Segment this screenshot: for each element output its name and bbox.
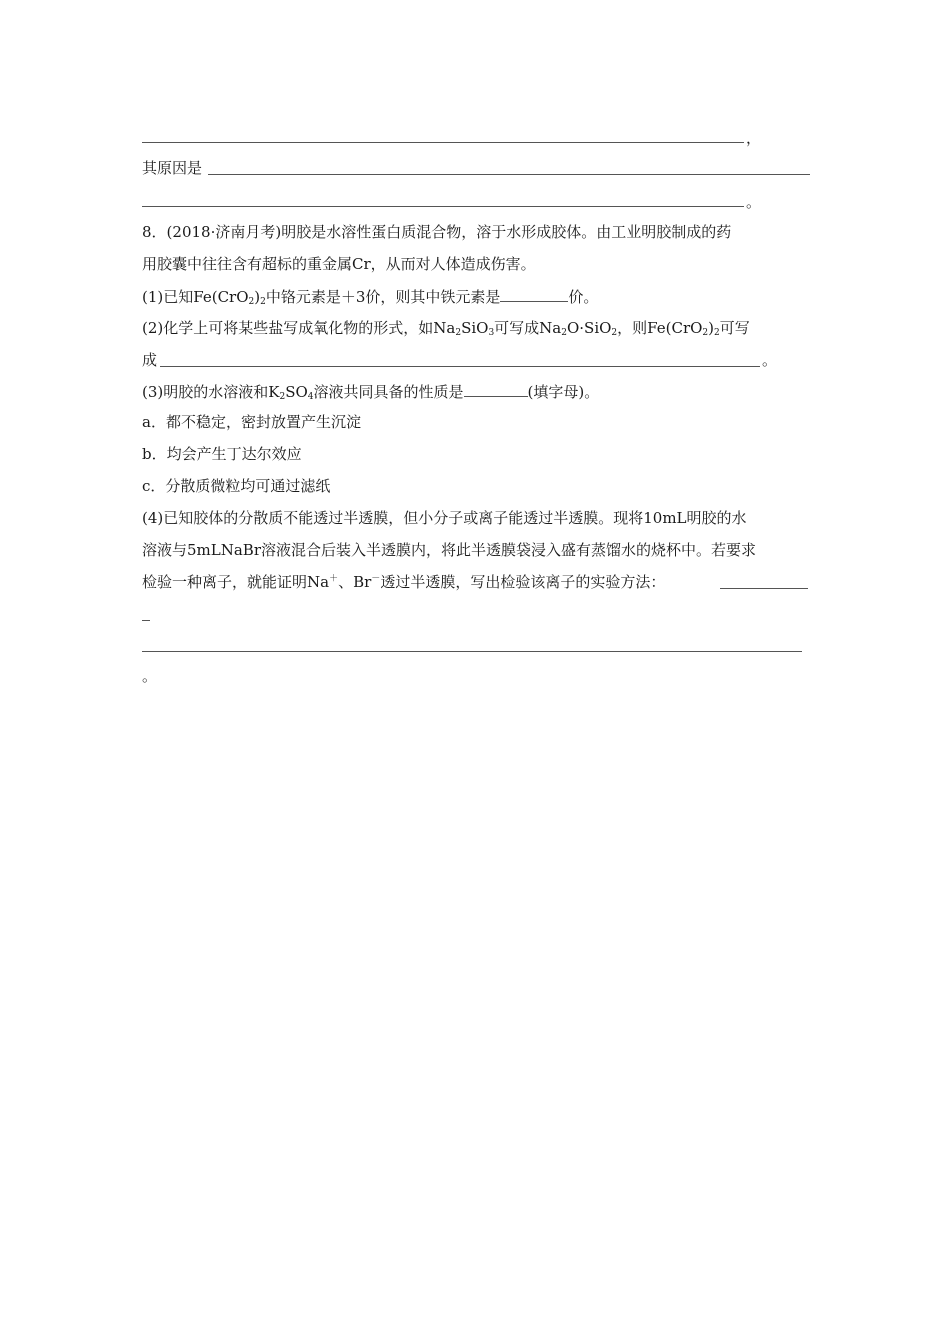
answer-blank-line[interactable]: [142, 206, 744, 207]
option-c: c．分散质微粒均可通过滤纸: [142, 477, 331, 495]
option-a: a．都不稳定，密封放置产生沉淀: [142, 413, 361, 431]
answer-blank[interactable]: [464, 381, 528, 397]
comma: ，: [746, 129, 762, 147]
answer-blank-line[interactable]: [142, 142, 744, 143]
sub-question-1: (1)已知$Fe(CrO_2)_2$中铬元素是＋3价，则其中铁元素是 价。: [142, 288, 599, 307]
reason-line: [142, 158, 202, 178]
period: 。: [762, 351, 778, 369]
sub-question-4-line1: (4)已知胶体的分散质不能透过半透膜，但小分子或离子能透过半透膜。现将10mL明胶的水: [142, 509, 747, 527]
answer-blank-line[interactable]: [142, 651, 802, 652]
sub-question-4-line2: 溶液与5mLNaBr溶液混合后装入半透膜内，将此半透膜袋浸入盛有蒸馏水的烧杯中。若要求: [142, 541, 756, 559]
answer-blank-line[interactable]: [142, 620, 150, 621]
sub-question-4-line3: 检验一种离子，就能证明Na＋、Br－透过半透膜，写出检验该离子的实验方法：: [142, 573, 666, 591]
sub-question-3: (3)明胶的水溶液和$K_2SO_4$溶液共同具备的性质是 (填字母)。: [142, 383, 600, 402]
sub-question-2: (2)化学上可将某些盐写成氧化物的形式，如$Na_2SiO_3$可写成$Na_2O\cdot SiO_2$，则$Fe(CrO_2)_2$可写: [142, 319, 750, 338]
period: 。: [746, 193, 762, 211]
answer-blank[interactable]: [500, 286, 568, 302]
answer-blank-line[interactable]: [720, 588, 808, 589]
sub-question-2-cont: 成: [142, 351, 158, 369]
period: 。: [142, 667, 158, 685]
question-header: 8．(2018·济南月考)明胶是水溶性蛋白质混合物，溶于水形成胶体。由工业明胶制成的药: [142, 223, 732, 241]
reason-label: 其原因是: [142, 159, 203, 177]
option-b: b．均会产生丁达尔效应: [142, 445, 302, 463]
answer-blank-line[interactable]: [160, 366, 760, 367]
answer-blank-line[interactable]: [208, 174, 810, 175]
question-header-cont: 用胶囊中往往含有超标的重金属Cr，从而对人体造成伤害。: [142, 255, 536, 273]
